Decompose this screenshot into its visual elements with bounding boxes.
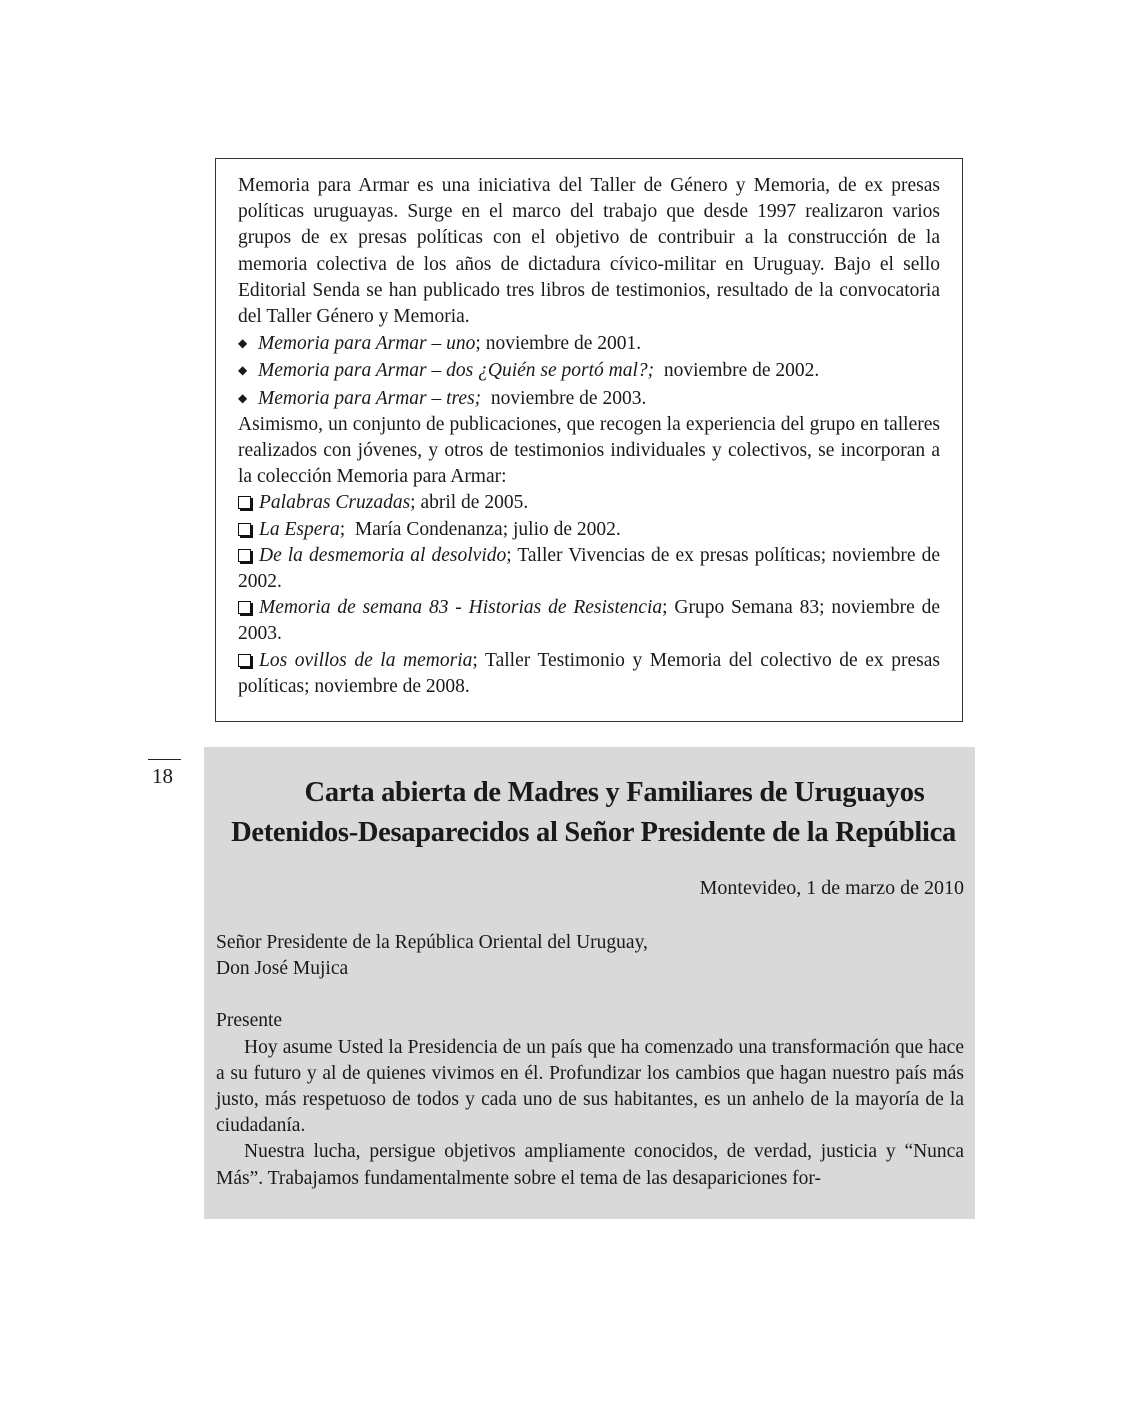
diamond-bullet-icon: ◆ bbox=[238, 336, 248, 351]
publication-title: Memoria de semana 83 - Historias de Resistencia bbox=[259, 597, 663, 619]
checkbox-bullet-icon bbox=[238, 549, 251, 562]
publication-title: La Espera bbox=[259, 518, 340, 540]
publication-item bbox=[238, 517, 940, 543]
publication-detail: ; María Condenanza; julio de 2002. bbox=[339, 518, 621, 540]
publication-title: Palabras Cruzadas bbox=[259, 492, 411, 514]
letter-body bbox=[216, 930, 964, 1192]
publication-detail: ; Grupo Semana 83; noviembre de 2003. bbox=[238, 597, 941, 645]
book-detail: noviembre de 2002. bbox=[654, 360, 820, 382]
publication-detail: ; Taller Vivencias de ex presas políticas; noviembre de 2002. bbox=[238, 544, 940, 593]
book-item bbox=[238, 385, 940, 412]
publication-detail: ; abril de 2005. bbox=[410, 492, 529, 514]
addressee-line: Don José Mujica bbox=[216, 958, 349, 980]
middle-paragraph: Asimismo, un conjunto de publicaciones, que recogen la experiencia del grupo en talleres realizados con jóvenes, y otros de testimonios individuales y colectivos, se incorporan a la colección Memoria para Armar: bbox=[238, 413, 940, 488]
page-number: 18 bbox=[152, 764, 173, 788]
publication-title: De la desmemoria al desolvido bbox=[259, 544, 507, 566]
info-box bbox=[215, 158, 963, 722]
diamond-bullet-icon: ◆ bbox=[238, 390, 248, 405]
diamond-bullet-icon: ◆ bbox=[238, 363, 248, 378]
checkbox-bullet-icon bbox=[238, 523, 251, 536]
publication-item bbox=[238, 595, 940, 647]
book-title: Memoria para Armar – tres; bbox=[258, 387, 482, 409]
publication-title: Los ovillos de la memoria bbox=[259, 649, 473, 671]
publication-item bbox=[238, 648, 940, 700]
publication-item bbox=[238, 543, 940, 595]
checkbox-bullet-icon bbox=[238, 654, 251, 667]
book-title: Memoria para Armar – uno bbox=[258, 333, 476, 355]
checkbox-bullet-icon bbox=[238, 601, 251, 614]
title-line: Detenidos-Desaparecidos al Señor Presidente de la República bbox=[231, 817, 956, 848]
book-item bbox=[238, 330, 940, 357]
title-line: Carta abierta de Madres y Familiares de Uruguayos bbox=[304, 777, 925, 808]
intro-paragraph: Memoria para Armar es una iniciativa del Taller de Género y Memoria, de ex presas políticas uruguayas. Surge en el marco del trabajo que desde 1997 realizaron varios grupos de ex presas políticas con el objetivo de contribuir a la construcción de la memoria colectiva de los años de dictadura cívico-militar en Uruguay. Bajo el sello Editorial Senda se han publicado tres libros de testimonios, resultado de la convocatoria del Taller Género y Memoria. bbox=[238, 175, 940, 328]
addressee-line: Señor Presidente de la República Oriental del Uruguay, bbox=[216, 932, 648, 953]
page-number-rule bbox=[148, 759, 181, 760]
dateline: Montevideo, 1 de marzo de 2010 bbox=[699, 877, 964, 899]
book-detail: noviembre de 2003. bbox=[481, 387, 647, 409]
publication-item bbox=[238, 490, 940, 516]
book-detail: ; noviembre de 2001. bbox=[475, 333, 642, 355]
letter-paragraph: Nuestra lucha, persigue objetivos ampliamente conocidos, de verdad, justicia y “Nunca Más”. Trabajamos fundamentalmente sobre el tema de las desapariciones for- bbox=[216, 1141, 964, 1189]
publication-detail: ; Taller Testimonio y Memoria del colectivo de ex presas políticas; noviembre de 2008. bbox=[238, 649, 940, 697]
letter-title bbox=[204, 773, 975, 853]
checkbox-bullet-icon bbox=[238, 496, 251, 509]
book-title: Memoria para Armar – dos ¿Quién se portó mal?; bbox=[258, 360, 655, 382]
letter-paragraph: Hoy asume Usted la Presidencia de un país que ha comenzado una transformación que hace a su futuro y al de quienes vivimos en él. Profundizar los cambios que hagan nuestro país más justo, más respetuoso de todos y cada uno de sus habitantes, es un anhelo de la mayoría de la ciudadanía. bbox=[216, 1036, 964, 1137]
salutation: Presente bbox=[216, 1010, 283, 1032]
book-item bbox=[238, 357, 940, 384]
